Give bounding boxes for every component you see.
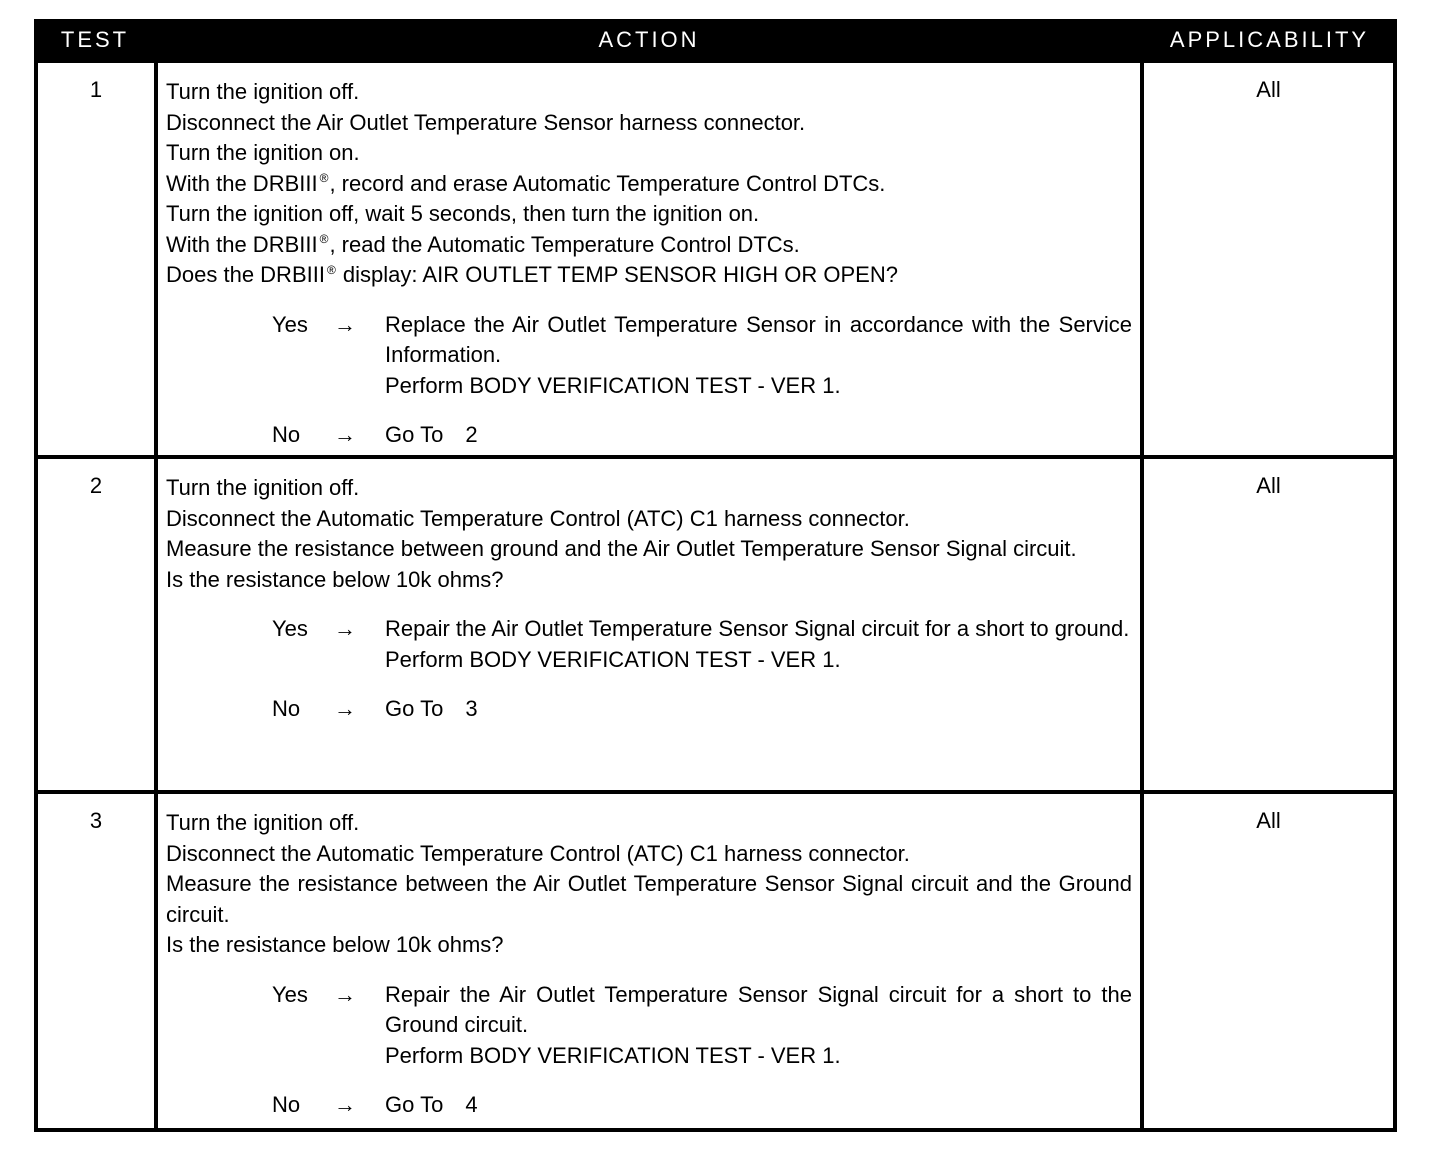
header-action: ACTION (598, 27, 700, 52)
row-1-yes-branch (166, 310, 1132, 402)
no-label: No (272, 422, 301, 447)
step-text: With the DRBIII (166, 170, 318, 196)
step-text: , read the Automatic Temperature Control DTCs. (329, 231, 800, 257)
row-3-step-3: Measure the resistance between the Air Outlet Temperature Sensor Signal circuit and the Ground circuit. (166, 871, 1132, 927)
diagnostic-test-table (34, 19, 1397, 1132)
goto-text: Go To (385, 422, 444, 447)
registered-mark: ® (319, 232, 329, 247)
row-3-action (158, 794, 1140, 1128)
no-label: No (272, 1092, 301, 1117)
yes-action-text: Repair the Air Outlet Temperature Sensor Signal circuit for a short to the Ground circuit. (385, 981, 1132, 1037)
arrow-icon: → (334, 696, 356, 721)
row-3-step-2: Disconnect the Automatic Temperature Control (ATC) C1 harness connector. (166, 840, 910, 866)
row-3-step-1: Turn the ignition off. (166, 810, 360, 835)
goto-link[interactable] (385, 1090, 1132, 1121)
registered-mark: ® (319, 171, 329, 186)
row-1-applicability: All (1144, 63, 1393, 455)
step-text: display: AIR OUTLET TEMP SENSOR HIGH OR OPEN? (336, 262, 898, 287)
goto-target: 2 (465, 422, 478, 447)
goto-target: 3 (465, 696, 478, 721)
row-2-question: Is the resistance below 10k ohms? (166, 566, 504, 592)
perform-verification-text: Perform BODY VERIFICATION TEST - VER 1. (385, 372, 841, 398)
row-2-step-2: Disconnect the Automatic Temperature Control (ATC) C1 harness connector. (166, 505, 910, 531)
row-1-test-number: 1 (38, 63, 154, 455)
row-1-no-branch (166, 420, 1132, 451)
yes-label: Yes (272, 981, 308, 1007)
step-text: With the DRBIII (166, 231, 318, 257)
registered-mark: ® (326, 262, 336, 277)
goto-link[interactable] (385, 694, 1132, 725)
row-2-step-1: Turn the ignition off. (166, 475, 360, 500)
row-3-test-number: 3 (38, 794, 154, 1128)
yes-label: Yes (272, 311, 308, 337)
goto-link[interactable] (385, 420, 1132, 451)
header-test: TEST (60, 27, 130, 52)
row-2-action (158, 459, 1140, 790)
arrow-icon: → (334, 311, 356, 337)
yes-label: Yes (272, 616, 308, 641)
step-text: Does the DRBIII (166, 262, 325, 287)
row-2-test-number: 2 (38, 459, 154, 790)
row-1-step-5: Turn the ignition off, wait 5 seconds, then turn the ignition on. (166, 201, 760, 226)
arrow-icon: → (334, 981, 356, 1007)
arrow-icon: → (334, 422, 356, 447)
perform-verification-text: Perform BODY VERIFICATION TEST - VER 1. (385, 1042, 841, 1068)
goto-text: Go To (385, 1092, 444, 1117)
goto-text: Go To (385, 696, 444, 721)
row-2-applicability: All (1144, 459, 1393, 790)
row-1-step-6 (166, 230, 1132, 261)
row-1-step-4 (166, 169, 1132, 200)
step-text: , record and erase Automatic Temperature Control DTCs. (329, 170, 886, 196)
row-1-question (166, 260, 1132, 291)
row-1-step-2: Disconnect the Air Outlet Temperature Sensor harness connector. (166, 109, 806, 135)
row-3-yes-branch (166, 980, 1132, 1072)
row-2-yes-branch (166, 614, 1132, 675)
row-3-question: Is the resistance below 10k ohms? (166, 932, 504, 957)
no-label: No (272, 696, 301, 721)
header-applicability: APPLICABILITY (1169, 27, 1370, 52)
row-1-action (158, 63, 1140, 455)
row-1-step-1: Turn the ignition off. (166, 79, 360, 104)
row-3-applicability: All (1144, 794, 1393, 1128)
arrow-icon: → (334, 616, 356, 641)
goto-target: 4 (465, 1092, 478, 1117)
arrow-icon: → (334, 1092, 356, 1117)
yes-action-text: Repair the Air Outlet Temperature Sensor Signal circuit for a short to ground. (385, 616, 1130, 641)
row-2-no-branch (166, 694, 1132, 725)
yes-action-text: Replace the Air Outlet Temperature Sensor in accordance with the Service Information. (385, 311, 1132, 367)
row-1-step-3: Turn the ignition on. (166, 140, 360, 165)
row-2-step-3: Measure the resistance between ground and the Air Outlet Temperature Sensor Signal circuit. (166, 536, 1077, 561)
perform-verification-text: Perform BODY VERIFICATION TEST - VER 1. (385, 646, 841, 672)
row-3-no-branch (166, 1090, 1132, 1121)
